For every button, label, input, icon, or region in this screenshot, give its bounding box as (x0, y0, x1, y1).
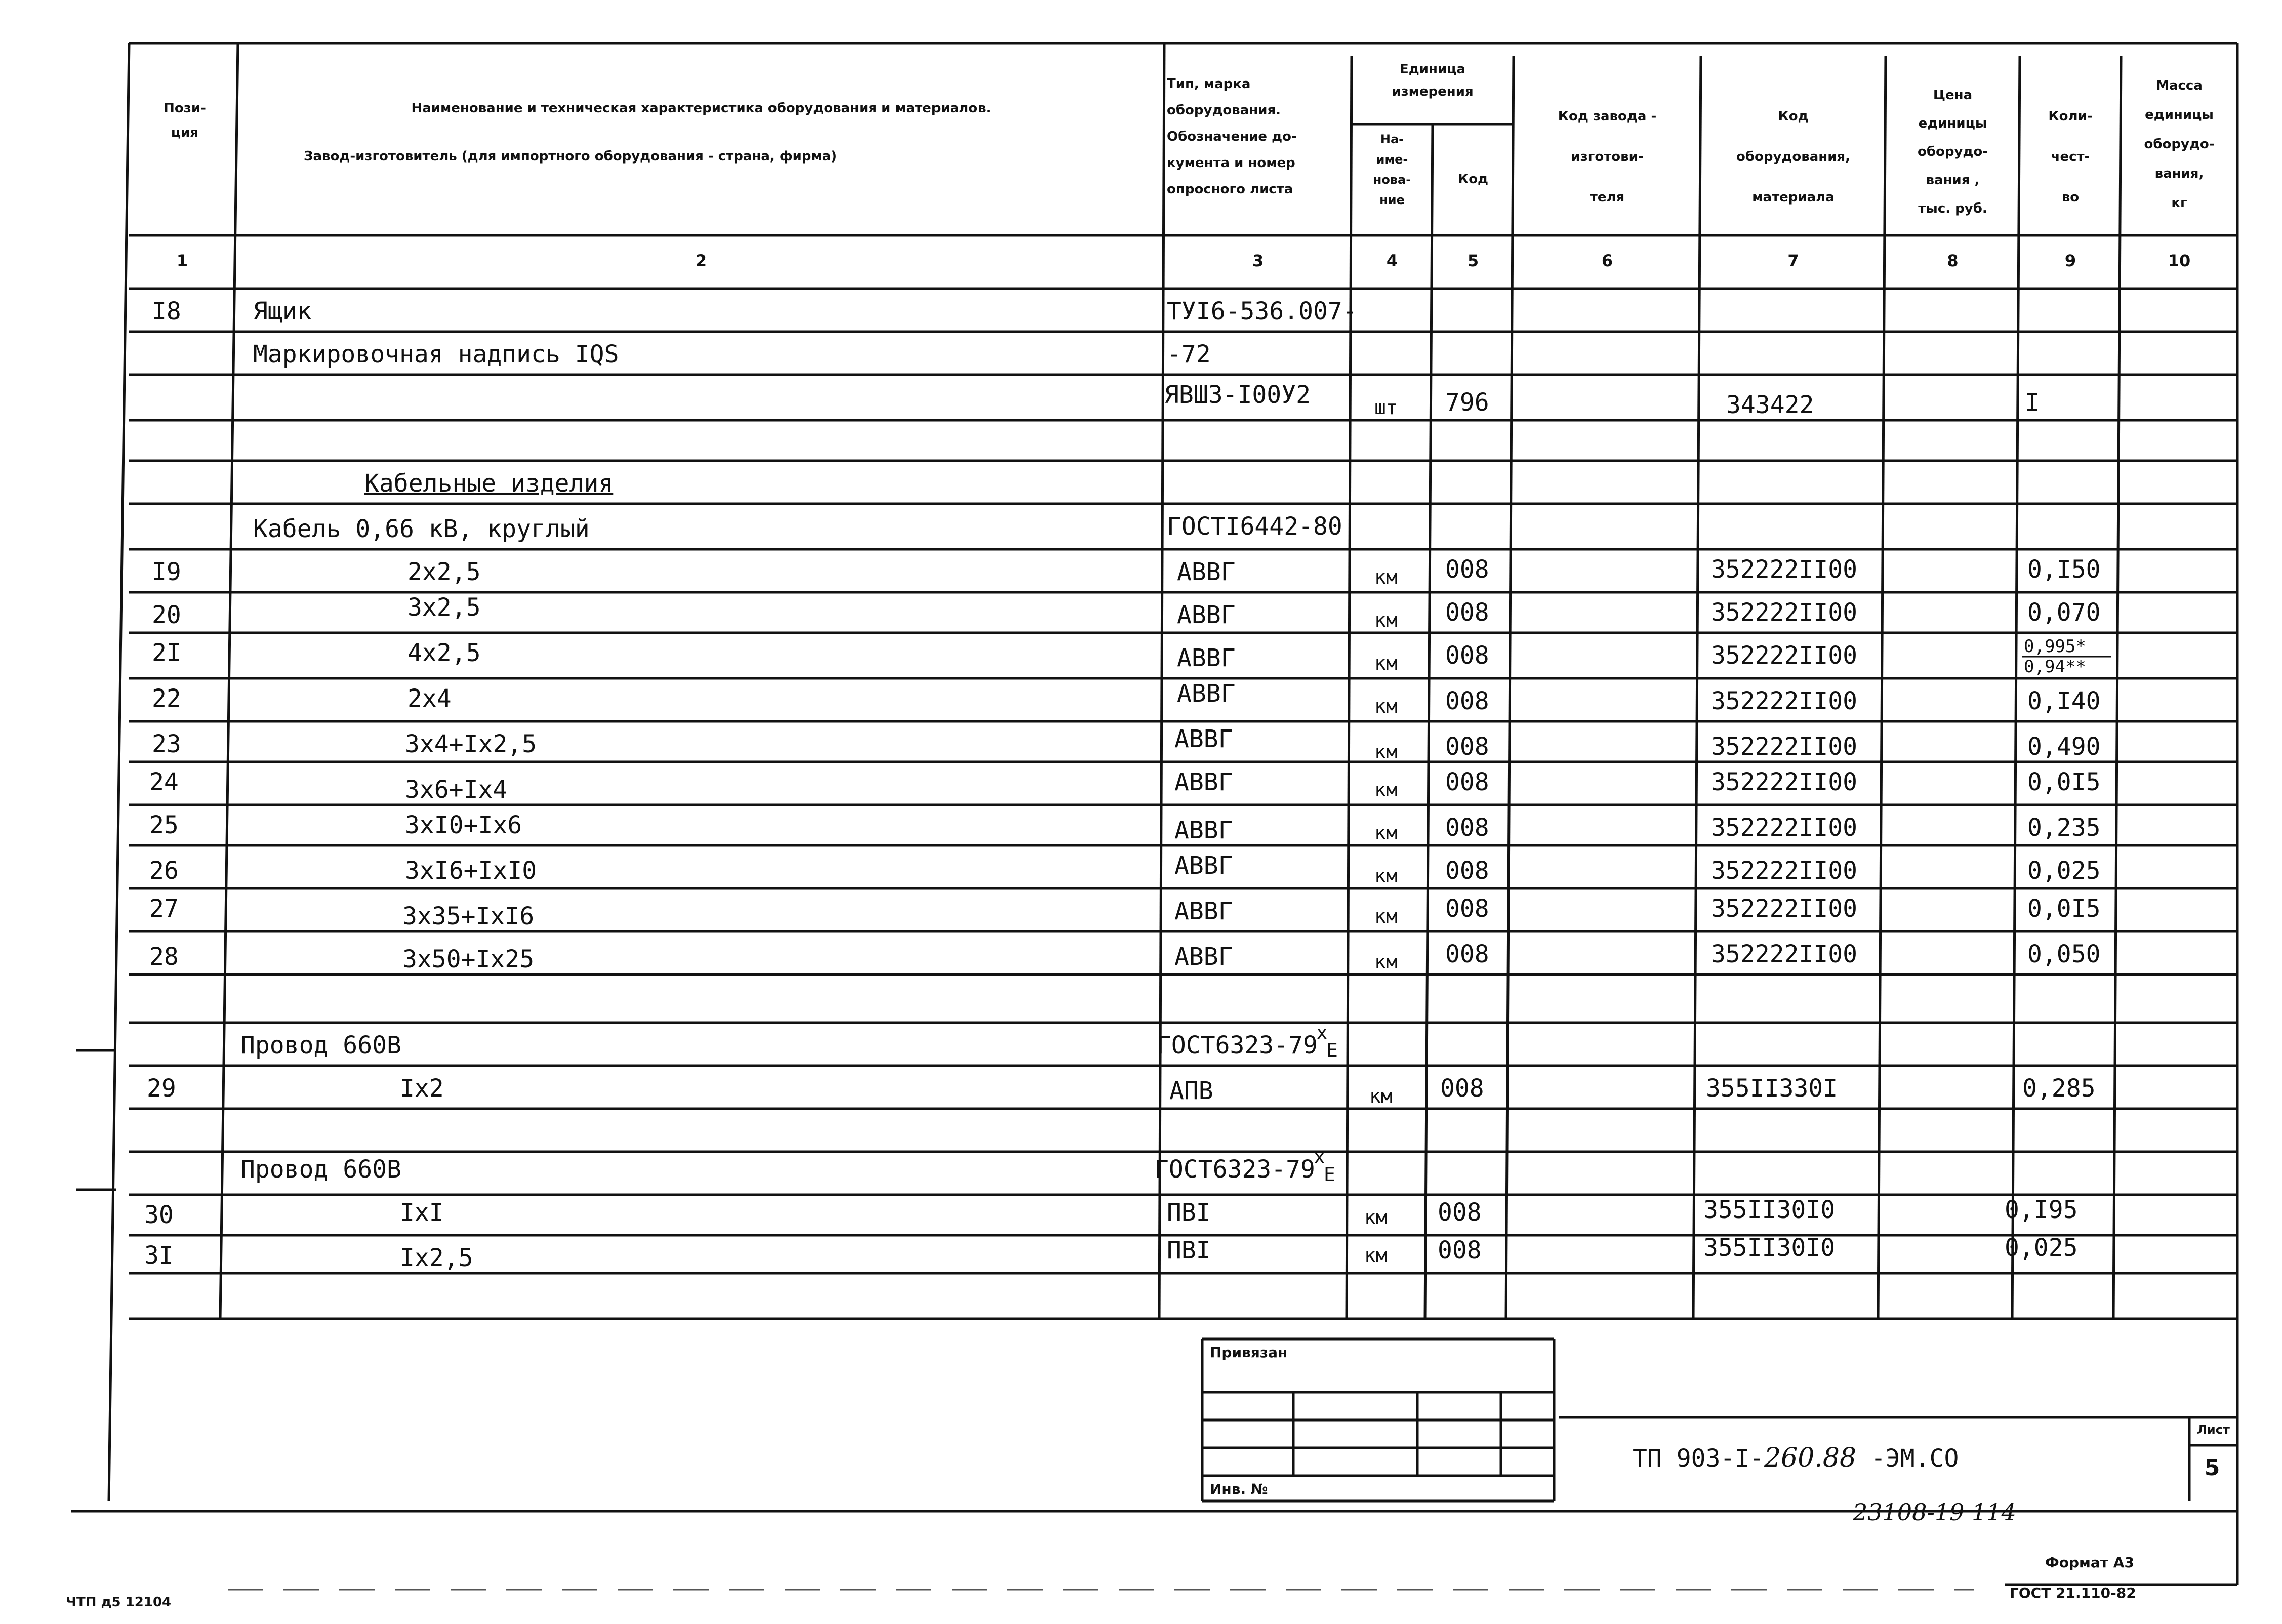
qty-fraction-bottom: 0,94** (2024, 657, 2086, 677)
column-number: 2 (695, 251, 707, 270)
row-equipment-code: 352222II00 (1711, 814, 1857, 842)
row-position: I8 (152, 297, 181, 326)
column-number: 8 (1947, 251, 1959, 270)
row-position: 2I (152, 639, 181, 667)
header-quantity: Коли- чест- во (2048, 109, 2093, 205)
designation-handwritten: 260.88 (1764, 1443, 1857, 1473)
row-type: ПВI (1167, 1236, 1211, 1265)
row-unit-code: 008 (1445, 641, 1489, 670)
column-number: 9 (2064, 251, 2076, 270)
header-name-line1: Наименование и техническая характеристика оборудования и материалов. (411, 101, 991, 116)
header-unit-code: Код (1457, 172, 1489, 187)
header-position: Пози- ция (164, 101, 206, 140)
row-type: АВВГ (1174, 768, 1233, 796)
stamp-inventory-number: Инв. № (1210, 1481, 1268, 1497)
format-label: Формат А3 (2045, 1554, 2134, 1571)
handwritten-number: 23108-19 114 (1853, 1498, 2016, 1526)
row-name: 3х2,5 (408, 593, 481, 622)
row-equipment-code: 355II30I0 (1703, 1196, 1836, 1224)
row-equipment-code: 352222II00 (1711, 598, 1857, 627)
row-quantity: 0,I50 (2027, 555, 2101, 584)
row-position: 3I (144, 1241, 174, 1270)
column-number: 4 (1386, 251, 1398, 270)
row-unit-code: 008 (1438, 1198, 1482, 1227)
gost-subscript: Е (1326, 1039, 1338, 1062)
row-name: 3х35+IхI6 (402, 902, 535, 930)
row-unit-code: 008 (1445, 857, 1489, 885)
row-name: Кабель 0,66 кВ, круглый (253, 515, 590, 543)
row-name: 3х4+Iх2,5 (405, 730, 537, 758)
row-equipment-code: 355II330I (1706, 1074, 1838, 1103)
row-quantity: I (2025, 388, 2040, 417)
column-number: 5 (1467, 251, 1479, 270)
column-number: 6 (1601, 251, 1613, 270)
row-type: АВВГ (1177, 644, 1236, 672)
row-name: 2х2,5 (408, 558, 481, 586)
row-equipment-code: 352222II00 (1711, 733, 1857, 761)
row-type: АВВГ (1177, 558, 1236, 586)
row-quantity: 0,070 (2027, 598, 2101, 627)
row-name: Провод 660В (240, 1155, 401, 1184)
row-unit-code: 796 (1445, 388, 1489, 417)
row-name: Iх2,5 (400, 1244, 473, 1272)
row-type: АВВГ (1174, 897, 1233, 925)
stamp-designation (1633, 1443, 1959, 1474)
row-position: 24 (149, 768, 179, 796)
stamp-sheet-number: 5 (2204, 1455, 2220, 1481)
row-type: -72 (1167, 340, 1211, 369)
row-type: АВВГ (1174, 816, 1233, 844)
row-position: 25 (149, 811, 179, 839)
header-unit-name: На- име- нова- ние (1373, 132, 1411, 207)
row-type: АВВГ (1177, 601, 1236, 629)
row-type: АПВ (1169, 1077, 1213, 1105)
row-position: 29 (147, 1074, 176, 1103)
row-name: 3х6+Iх4 (405, 776, 508, 804)
row-position: 28 (149, 943, 179, 971)
header-unit-group: Единица измерения (1392, 62, 1474, 99)
row-unit: км (1374, 905, 1398, 927)
row-unit: км (1374, 865, 1398, 887)
row-quantity: 0,I40 (2027, 687, 2101, 715)
row-position: 22 (152, 684, 181, 713)
row-type: АВВГ (1177, 679, 1236, 708)
row-equipment-code: 352222II00 (1711, 768, 1857, 796)
row-unit-code: 008 (1440, 1074, 1484, 1103)
row-quantity: 0,050 (2027, 940, 2101, 968)
stamp-sheet-label: Лист (2197, 1423, 2230, 1437)
row-type: ГОСТ6323-79 (1157, 1031, 1318, 1060)
row-unit: км (1374, 951, 1398, 973)
row-unit: шт (1374, 396, 1398, 419)
row-type: ГОСТI6442-80 (1167, 512, 1342, 541)
row-unit-code: 008 (1445, 895, 1489, 923)
header-unit-price: Цена единицы оборудо- вания , тыс. руб. (1917, 88, 1988, 216)
header-equipment-code: Код оборудования, материала (1736, 109, 1851, 205)
row-name: Ящик (253, 297, 312, 326)
row-equipment-code: 352222II00 (1711, 641, 1857, 670)
row-position: 27 (149, 895, 179, 923)
row-quantity: 0,025 (2005, 1234, 2078, 1262)
row-unit: км (1374, 609, 1398, 631)
row-type: АВВГ (1174, 725, 1233, 753)
row-type: ГОСТ6323-79 (1154, 1155, 1315, 1184)
stamp-privyazan: Привязан (1210, 1344, 1288, 1361)
designation-suffix: -ЭМ.СО (1856, 1444, 1959, 1473)
row-name: 4х2,5 (408, 639, 481, 667)
designation-prefix: ТП 903-I- (1633, 1444, 1765, 1473)
row-type: АВВГ (1174, 851, 1233, 880)
row-equipment-code: 343422 (1726, 391, 1814, 419)
row-type: АВВГ (1174, 943, 1233, 971)
row-equipment-code: 355II30I0 (1703, 1234, 1836, 1262)
row-unit: км (1374, 566, 1398, 588)
row-position: 30 (144, 1201, 174, 1229)
row-unit: км (1374, 695, 1398, 717)
row-quantity: 0,490 (2027, 733, 2101, 761)
row-equipment-code: 352222II00 (1711, 940, 1857, 968)
row-name: Провод 660В (240, 1031, 401, 1060)
row-position: 23 (152, 730, 181, 758)
gost-superscript: х (1314, 1146, 1325, 1168)
row-name: Iх2 (400, 1074, 444, 1103)
row-equipment-code: 352222II00 (1711, 555, 1857, 584)
column-number: 3 (1252, 251, 1264, 270)
row-unit: км (1374, 741, 1398, 763)
header-type: Тип, марка оборудования. Обозначение до- кумента и номер опросного листа (1167, 76, 1297, 197)
row-type: ЯВШЗ-I00У2 (1164, 381, 1311, 409)
row-quantity: 0,0I5 (2027, 768, 2101, 796)
row-name: IхI (400, 1198, 444, 1227)
column-number: 1 (176, 251, 188, 270)
row-type: ПВI (1167, 1198, 1211, 1227)
row-unit-code: 008 (1445, 940, 1489, 968)
footer-archive-number: ЧТП д5 12104 (66, 1595, 172, 1610)
row-quantity: 0,285 (2022, 1074, 2096, 1103)
row-equipment-code: 352222II00 (1711, 857, 1857, 885)
row-quantity: 0,025 (2027, 857, 2101, 885)
column-number: 7 (1787, 251, 1799, 270)
row-unit: км (1364, 1206, 1388, 1229)
row-unit: км (1374, 652, 1398, 674)
gost-subscript: Е (1324, 1163, 1335, 1186)
row-unit-code: 008 (1445, 598, 1489, 627)
row-type: ТУI6-536.007- (1167, 297, 1357, 326)
gost-label: ГОСТ 21.110-82 (2010, 1585, 2136, 1601)
row-name: 3хI6+IхI0 (405, 857, 537, 885)
qty-fraction-top: 0,995* (2024, 636, 2086, 657)
row-unit-code: 008 (1445, 814, 1489, 842)
section-heading: Кабельные изделия (364, 469, 614, 498)
header-unit-mass: Масса единицы оборудо- вания, кг (2144, 78, 2215, 211)
row-unit-code: 008 (1438, 1236, 1482, 1265)
row-quantity: 0,0I5 (2027, 895, 2101, 923)
row-name: 3х50+Iх25 (402, 945, 535, 973)
gost-superscript: х (1316, 1022, 1328, 1044)
row-unit: км (1369, 1085, 1393, 1107)
column-number: 10 (2168, 251, 2191, 270)
row-equipment-code: 352222II00 (1711, 895, 1857, 923)
row-unit-code: 008 (1445, 687, 1489, 715)
row-unit-code: 008 (1445, 768, 1489, 796)
row-position: 26 (149, 857, 179, 885)
row-name: 3хI0+Iх6 (405, 811, 522, 839)
row-quantity: 0,235 (2027, 814, 2101, 842)
row-equipment-code: 352222II00 (1711, 687, 1857, 715)
row-unit: км (1374, 822, 1398, 844)
row-unit-code: 008 (1445, 733, 1489, 761)
row-unit: км (1374, 779, 1398, 801)
row-quantity: 0,I95 (2005, 1196, 2078, 1224)
row-name: 2х4 (408, 684, 452, 713)
row-unit-code: 008 (1445, 555, 1489, 584)
header-manufacturer-code: Код завода - изготови- теля (1558, 109, 1657, 205)
row-position: I9 (152, 558, 181, 586)
row-position: 20 (152, 601, 181, 629)
header-name-line2: Завод-изготовитель (для импортного оборудования - страна, фирма) (304, 149, 837, 164)
row-name: Маркировочная надпись IQS (253, 340, 619, 369)
row-unit: км (1364, 1244, 1388, 1267)
